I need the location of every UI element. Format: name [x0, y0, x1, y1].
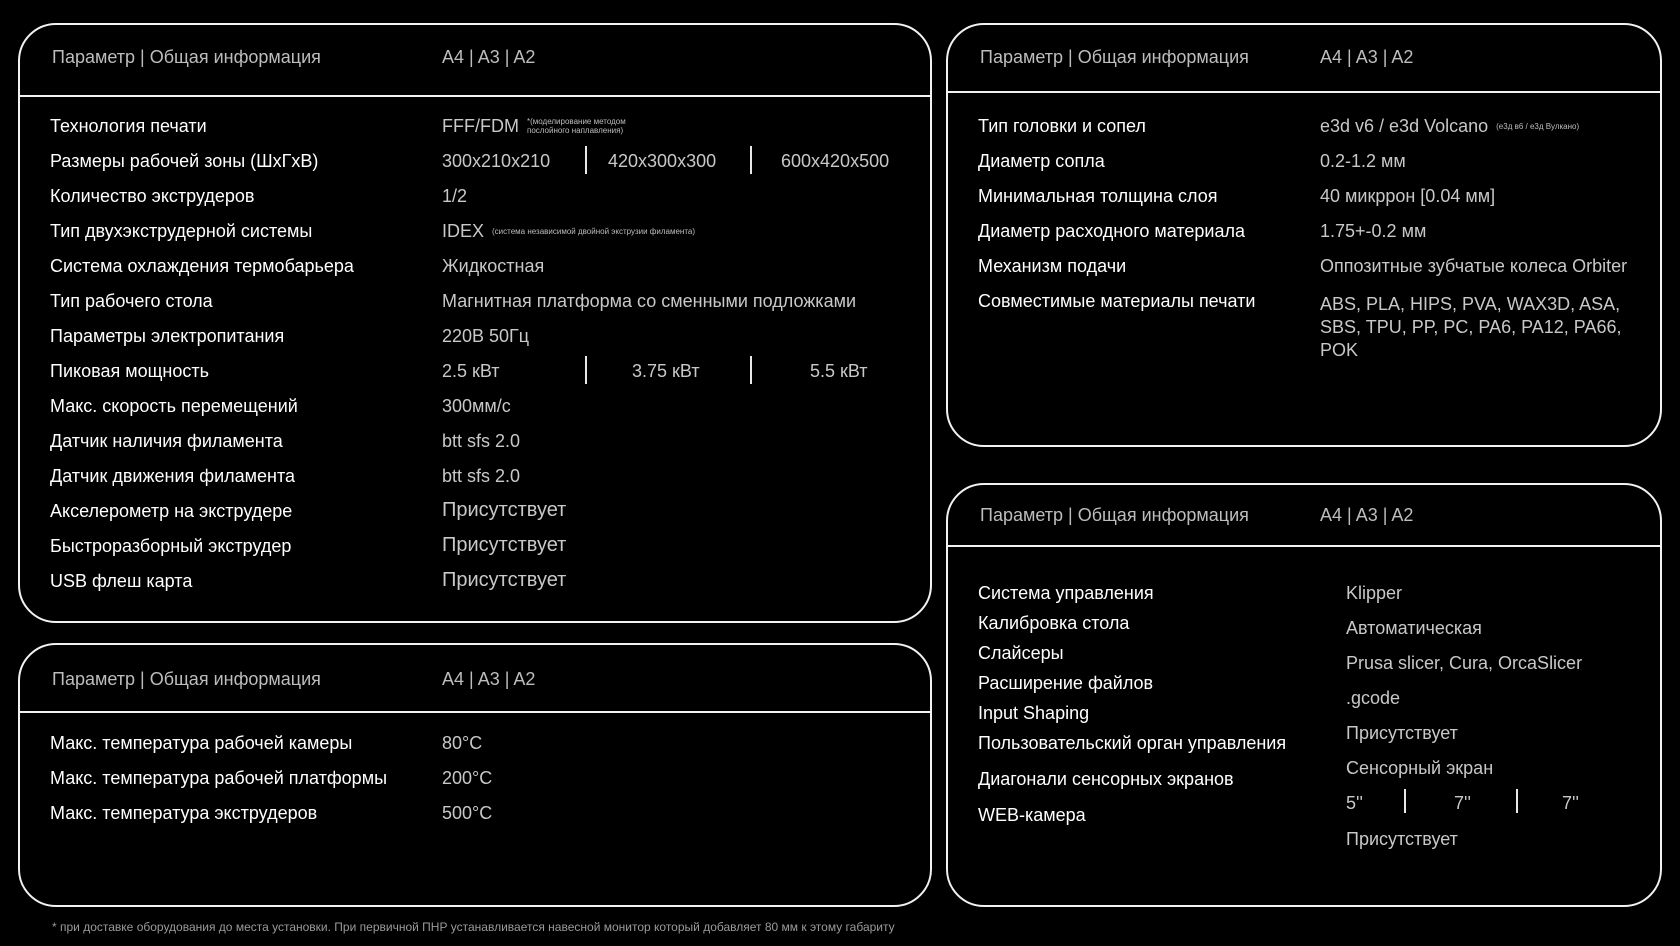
control-specs-header	[948, 485, 1660, 547]
spec-row	[948, 116, 1660, 146]
header-param-label: Параметр | Общая информация	[52, 669, 321, 689]
spec-value: 0.2-1.2 мм	[1320, 151, 1406, 171]
screen-sizes-row	[948, 793, 1660, 823]
spec-label: Совместимые материалы печати	[978, 291, 1256, 311]
spec-note: (система независимой двойной экструзии филамента)	[492, 226, 696, 236]
header-formats-label: A4 | A3 | A2	[442, 47, 536, 67]
spec-value: 1/2	[442, 186, 468, 206]
spec-value: Присутствует	[442, 534, 567, 556]
control-value: Присутствует	[1346, 723, 1458, 743]
spec-label: Размеры рабочей зоны (ШхГхВ)	[50, 151, 319, 171]
column-separator	[1404, 789, 1406, 813]
spec-value: Магнитная платформа со сменными подложками	[442, 291, 857, 311]
spec-row	[948, 256, 1660, 286]
spec-label: Тип двухэкструдерной системы	[50, 221, 313, 241]
spec-row	[20, 501, 930, 531]
control-label: Калибровка стола	[978, 613, 1130, 633]
spec-label: Количество экструдеров	[50, 186, 255, 206]
temperature-specs-panel	[18, 643, 932, 907]
spec-row	[20, 431, 930, 461]
control-value: Klipper	[1346, 583, 1403, 603]
column-separator	[750, 356, 752, 384]
spec-value: btt sfs 2.0	[442, 466, 521, 486]
spec-label: Акселерометр на экструдере	[50, 501, 293, 521]
header-formats-label: A4 | A3 | A2	[1320, 47, 1414, 67]
spec-label: Тип головки и сопел	[978, 116, 1146, 136]
spec-label: Технология печати	[50, 116, 207, 136]
control-label: Расширение файлов	[978, 673, 1154, 693]
spec-value: Присутствует	[442, 569, 567, 591]
screen-a2-value: 7''	[1562, 793, 1579, 813]
spec-row	[20, 326, 930, 356]
spec-row	[20, 151, 930, 181]
spec-row	[20, 466, 930, 496]
size-a3-value: 420x300x300	[608, 151, 717, 171]
spec-label: Датчик наличия филамента	[50, 431, 283, 451]
spec-value: Жидкостная	[442, 256, 545, 276]
spec-row	[20, 291, 930, 321]
spec-value-text: IDEX	[442, 221, 485, 241]
header-param-label: Параметр | Общая информация	[52, 47, 321, 67]
spec-row	[20, 361, 930, 391]
spec-label: USB флеш карта	[50, 571, 193, 591]
spec-value: 220В 50Гц	[442, 326, 530, 346]
footnote: * при доставке оборудования до места установки. При первичной ПНР устанавливается навесной монитор который добавляет 80 мм к этому габариту	[52, 920, 895, 934]
spec-label: Быстроразборный экструдер	[50, 536, 292, 556]
general-specs-panel	[18, 23, 932, 623]
spec-label: Макс. температура рабочей платформы	[50, 768, 388, 788]
control-label: Input Shaping	[978, 703, 1090, 723]
control-specs-panel	[946, 483, 1662, 907]
spec-label: Механизм подачи	[978, 256, 1127, 276]
screen-a3-value: 7''	[1454, 793, 1471, 813]
column-separator	[1516, 789, 1518, 813]
column-separator	[750, 146, 752, 174]
column-separator	[585, 146, 587, 174]
spec-label: Датчик движения филамента	[50, 466, 296, 486]
control-value: Автоматическая	[1346, 618, 1482, 638]
power-a4-value: 2.5 кВт	[442, 361, 500, 381]
spec-value	[442, 116, 647, 137]
spec-row	[20, 536, 930, 566]
spec-row	[948, 151, 1660, 181]
general-specs-header	[20, 25, 930, 97]
spec-value-text: e3d v6 / e3d Volcano	[1320, 116, 1489, 136]
spec-row	[948, 221, 1660, 251]
spec-row	[20, 571, 930, 601]
spec-row	[20, 803, 930, 833]
spec-row	[948, 291, 1660, 371]
control-label: Слайсеры	[978, 643, 1064, 663]
spec-row	[20, 733, 930, 763]
header-formats-label: A4 | A3 | A2	[1320, 505, 1414, 525]
power-a2-value: 5.5 кВт	[810, 361, 868, 381]
size-a4-value: 300x210x210	[442, 151, 551, 171]
spec-row	[20, 256, 930, 286]
control-label: WEB-камера	[978, 805, 1086, 825]
spec-value: 40 микррон [0.04 мм]	[1320, 186, 1496, 206]
spec-label: Параметры электропитания	[50, 326, 285, 346]
spec-label: Система охлаждения термобарьера	[50, 256, 354, 276]
spec-note: *(моделирование методом послойного наплавления)	[526, 117, 626, 135]
spec-note: (е3д в6 / е3д Вулкано)	[1496, 121, 1580, 131]
header-formats-label: A4 | A3 | A2	[442, 669, 536, 689]
extruder-specs-panel	[946, 23, 1662, 447]
spec-value-text: FFF/FDM	[442, 116, 519, 136]
control-value: Сенсорный экран	[1346, 758, 1494, 778]
spec-row	[20, 396, 930, 426]
header-param-label: Параметр | Общая информация	[980, 47, 1249, 67]
spec-value: Присутствует	[442, 499, 567, 521]
webcam-value: Присутствует	[1346, 829, 1458, 849]
spec-row	[20, 768, 930, 798]
spec-label: Макс. температура рабочей камеры	[50, 733, 353, 753]
spec-value: btt sfs 2.0	[442, 431, 521, 451]
control-label: Система управления	[978, 583, 1154, 603]
extruder-specs-header	[948, 25, 1660, 93]
spec-label: Макс. скорость перемещений	[50, 396, 298, 416]
spec-row	[20, 186, 930, 216]
temperature-specs-header	[20, 645, 930, 713]
spec-value	[1320, 116, 1579, 137]
spec-label: Тип рабочего стола	[50, 291, 213, 311]
spec-row	[20, 116, 930, 146]
control-label: Диагонали сенсорных экранов	[978, 769, 1234, 789]
spec-value: 1.75+-0.2 мм	[1320, 221, 1427, 241]
power-a3-value: 3.75 кВт	[632, 361, 700, 381]
control-value: .gcode	[1346, 688, 1401, 708]
spec-value: Оппозитные зубчатые колеса Orbiter	[1320, 256, 1628, 276]
control-value: Prusa slicer, Cura, OrcaSlicer	[1346, 653, 1583, 673]
spec-label: Макс. температура экструдеров	[50, 803, 318, 823]
spec-value: 200°С	[442, 768, 493, 788]
spec-label: Минимальная толщина слоя	[978, 186, 1218, 206]
compatible-materials-value: ABS, PLA, HIPS, PVA, WAX3D, ASA, SBS, TPU, PP, PC, PA6, PA12, PA66, POK	[1320, 294, 1622, 360]
spec-label: Диаметр расходного материала	[978, 221, 1246, 241]
spec-value: 80°С	[442, 733, 483, 753]
spec-value	[442, 221, 695, 242]
spec-row	[948, 186, 1660, 216]
spec-value: 300мм/с	[442, 396, 511, 416]
spec-row	[20, 221, 930, 251]
header-param-label: Параметр | Общая информация	[980, 505, 1249, 525]
column-separator	[585, 356, 587, 384]
size-a2-value: 600x420x500	[781, 151, 890, 171]
control-label: Пользовательский орган управления	[978, 733, 1287, 753]
spec-label: Пиковая мощность	[50, 361, 209, 381]
spec-value: 500°С	[442, 803, 493, 823]
spec-label: Диаметр сопла	[978, 151, 1105, 171]
screen-a4-value: 5''	[1346, 793, 1363, 813]
